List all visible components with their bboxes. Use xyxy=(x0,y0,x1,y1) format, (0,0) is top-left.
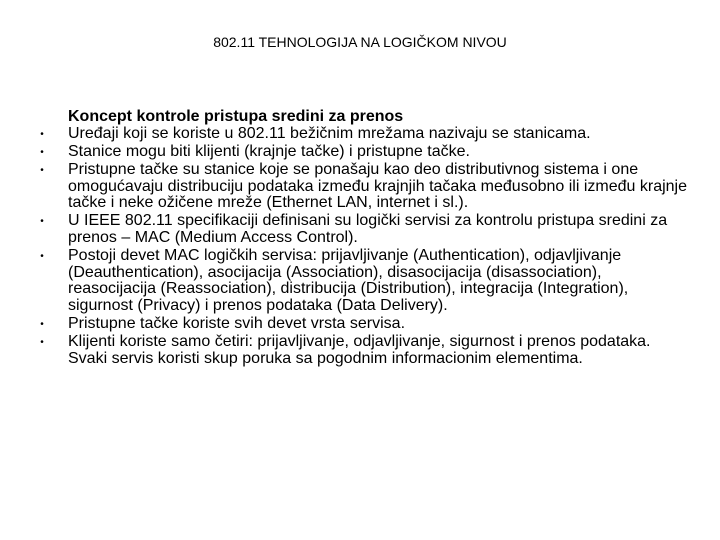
bullet-text: Pristupne tačke su stanice koje se ponašaju kao deo distributivnog sistema i one omogućavaju distribuciju podataka između krajnjih tačaka međusobno ili između krajnje tačke i neke ožičene mreže (Ethernet LAN, internet i sl.). xyxy=(68,161,687,212)
bullet-text: Stanice mogu biti klijenti (krajnje tačke) i pristupne tačke. xyxy=(68,143,470,161)
bullet-icon: • xyxy=(40,251,44,263)
bullet-icon: • xyxy=(40,337,44,349)
bullet-icon: • xyxy=(40,147,44,159)
slide-title: 802.11 TEHNOLOGIJA NA LOGIČKOM NIVOU xyxy=(213,34,507,50)
bullet-text: Postoji devet MAC logičkih servisa: prijavljivanje (Authentication), odjavljivanje (Deauthentication), asocijacija (Association), disasocijacija (disassociation), reasocijacija (Reassociation), distribucija (Distribution), integracija (Integration), sigurnost (Privacy) i prenos podataka (Data Delivery). xyxy=(68,247,629,314)
slide-subtitle: Koncept kontrole pristupa sredini za prenos xyxy=(68,108,404,125)
bullet-icon: • xyxy=(40,129,44,140)
bullet-list xyxy=(37,126,692,367)
bullet-item xyxy=(37,213,692,246)
bullet-item xyxy=(37,316,692,333)
bullet-item xyxy=(37,126,692,143)
bullet-item xyxy=(37,144,692,161)
bullet-icon: • xyxy=(40,319,44,331)
slide-content xyxy=(37,108,692,369)
bullet-item xyxy=(37,248,692,314)
bullet-text: Pristupne tačke koriste svih devet vrsta servisa. xyxy=(68,315,406,333)
bullet-item xyxy=(37,162,692,212)
bullet-icon: • xyxy=(40,165,44,177)
bullet-icon: • xyxy=(40,216,44,228)
bullet-item xyxy=(37,334,692,367)
bullet-text: U IEEE 802.11 specifikaciji definisani su logički servisi za kontrolu pristupa sredini za prenos – MAC (Medium Access Control). xyxy=(68,212,668,247)
bullet-text: Uređaji koji se koriste u 802.11 bežičnim mrežama nazivaju se stanicama. xyxy=(68,125,591,142)
bullet-text: Klijenti koriste samo četiri: prijavljivanje, odjavljivanje, sigurnost i prenos podataka. Svaki servis koristi skup poruka sa pogodnim informacionim elementima. xyxy=(68,333,651,367)
